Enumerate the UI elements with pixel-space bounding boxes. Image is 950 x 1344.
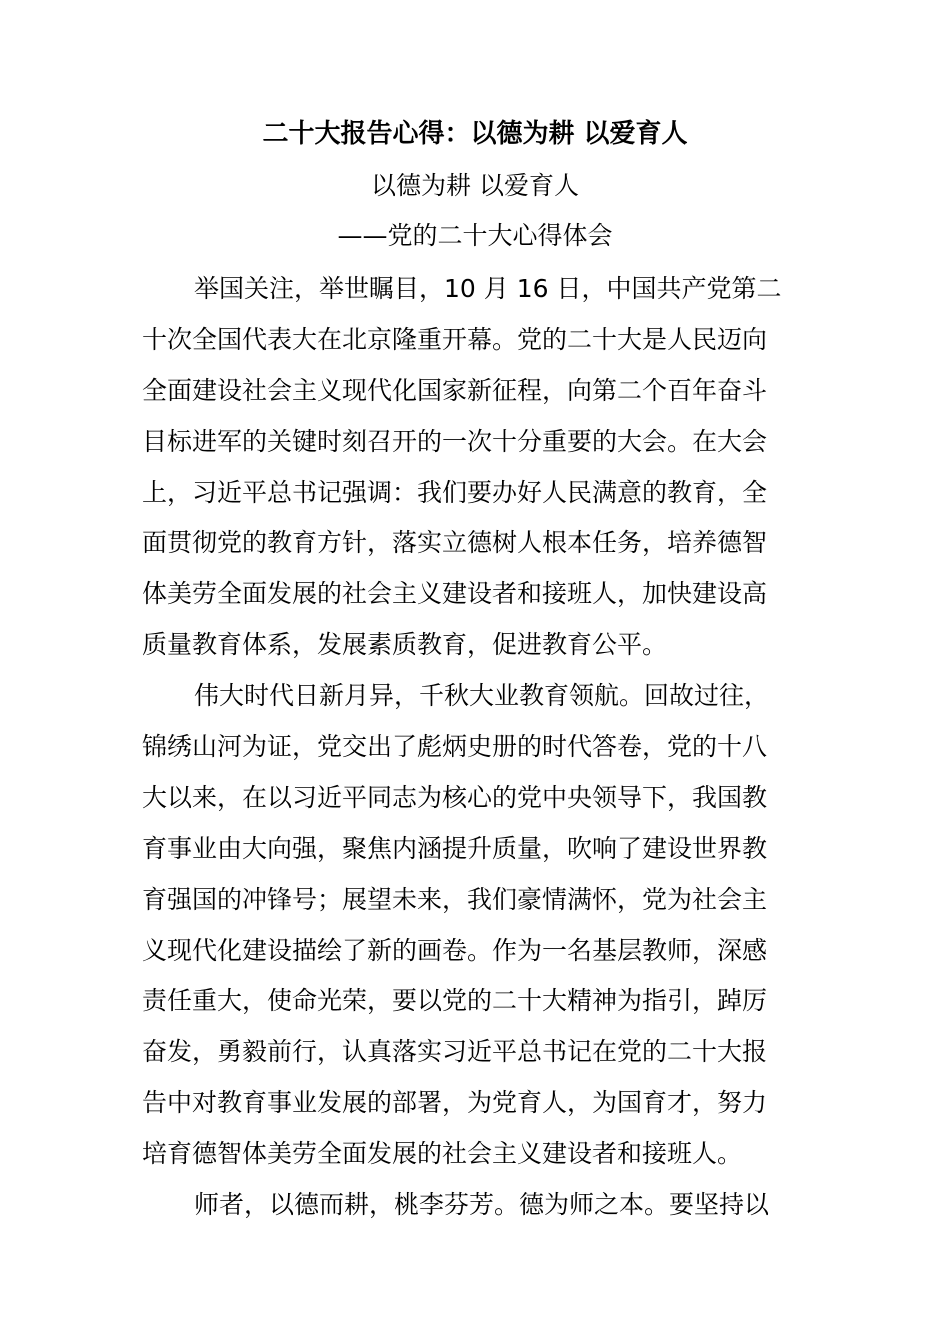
body-line: 告中对教育事业发展的部署，为党育人，为国育才，努力	[142, 1088, 768, 1118]
body-line: 体美劳全面发展的社会主义建设者和接班人，加快建设高	[142, 579, 768, 609]
body-line: 育强国的冲锋号；展望未来，我们豪情满怀，党为社会主	[142, 884, 768, 914]
body-line: 奋发，勇毅前行，认真落实习近平总书记在党的二十大报	[142, 1037, 768, 1067]
body-line: 培育德智体美劳全面发展的社会主义建设者和接班人。	[142, 1139, 743, 1169]
body-line: 目标进军的关键时刻召开的一次十分重要的大会。在大会	[142, 426, 768, 456]
body-line: 师者，以德而耕，桃李芬芳。德为师之本。要坚持以	[194, 1190, 770, 1220]
body-line: 举国关注，举世瞩目，10 月 16 日，中国共产党第二	[194, 274, 782, 303]
document-title: 二十大报告心得：以德为耕 以爱育人	[262, 119, 688, 149]
document-subtitle-secondary: ——党的二十大心得体会	[337, 221, 613, 250]
document-subtitle: 以德为耕 以爱育人	[371, 171, 579, 200]
body-line: 全面建设社会主义现代化国家新征程，向第二个百年奋斗	[142, 375, 768, 405]
body-line: 责任重大，使命光荣，要以党的二十大精神为指引，踔厉	[142, 986, 768, 1016]
body-line: 义现代化建设描绘了新的画卷。作为一名基层教师，深感	[142, 935, 768, 965]
body-line: 质量教育体系，发展素质教育，促进教育公平。	[142, 630, 668, 660]
body-line: 锦绣山河为证，党交出了彪炳史册的时代答卷，党的十八	[142, 732, 768, 762]
body-line: 大以来，在以习近平同志为核心的党中央领导下，我国教	[142, 782, 768, 812]
body-line: 面贯彻党的教育方针，落实立德树人根本任务，培养德智	[142, 528, 768, 558]
body-line: 育事业由大向强，聚焦内涵提升质量，吹响了建设世界教	[142, 833, 768, 863]
body-line: 十次全国代表大在北京隆重开幕。党的二十大是人民迈向	[142, 324, 768, 354]
body-line: 上，习近平总书记强调：我们要办好人民满意的教育，全	[142, 477, 768, 507]
document-body	[142, 264, 808, 1231]
body-line: 伟大时代日新月异，千秋大业教育领航。回故过往，	[194, 681, 770, 711]
